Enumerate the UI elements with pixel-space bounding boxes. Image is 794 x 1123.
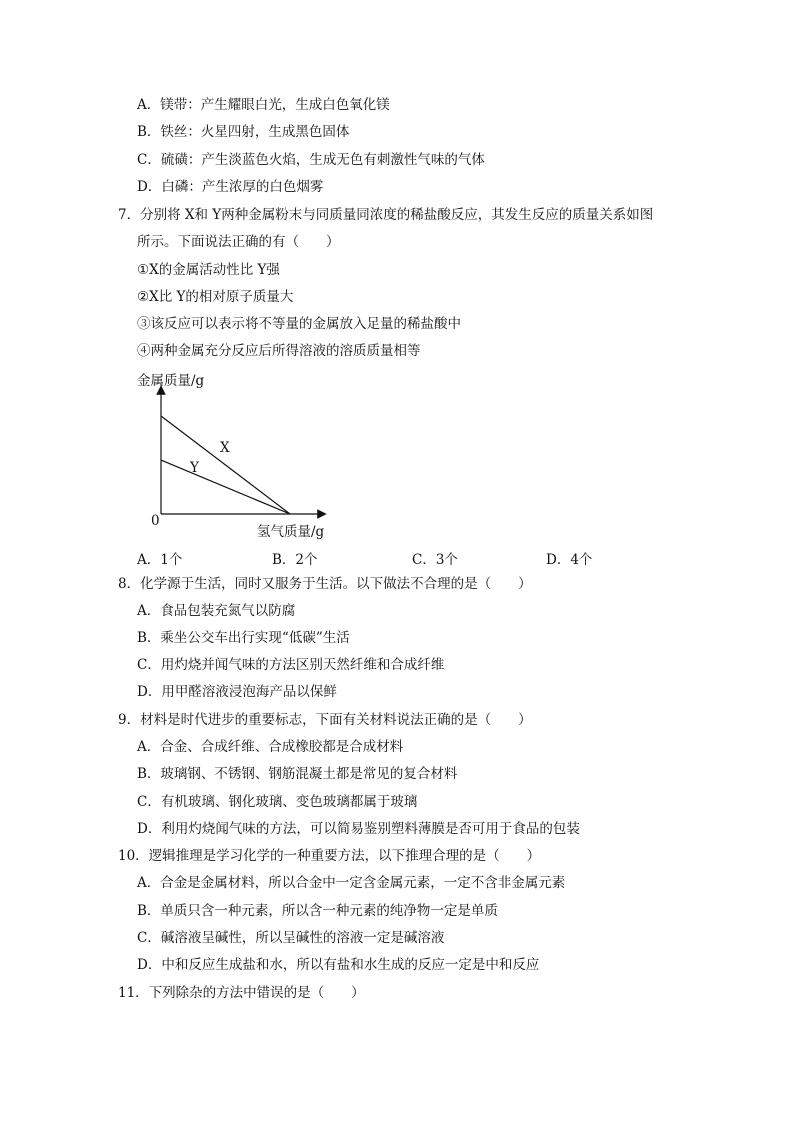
series-line-x [161,416,290,514]
q7-statement-3: ③该反应可以表示将不等量的金属放入足量的稀盐酸中 [137,316,461,332]
q6-option-b: B．铁丝：火星四射，生成黑色固体 [137,124,350,140]
q6-option-a: A．镁带：产生耀眼白光，生成白色氧化镁 [137,97,390,113]
q7-choice-a: A．1个 [137,552,183,568]
series-x-label: X [220,440,230,456]
q7-stem-line2: 所示。下面说法正确的有（ ） [137,234,340,250]
q9-option-d: D．利用灼烧闻气味的方法，可以简易鉴别塑料薄膜是否可用于食品的包装 [137,821,580,837]
q8-option-d: D．用甲醛溶液浸泡海产品以保鲜 [137,684,337,700]
chart-origin-label: 0 [151,513,160,529]
q10-option-a: A．合金是金属材料，所以合金中一定含金属元素，一定不含非金属元素 [137,875,566,891]
q10-option-b: B．单质只含一种元素，所以含一种元素的纯净物一定是单质 [137,903,498,919]
q8-option-c: C．用灼烧并闻气味的方法区别天然纤维和合成纤维 [137,657,445,673]
q11-stem: 11．下列除杂的方法中错误的是（ ） [118,985,365,1001]
chart-xlabel: 氢气质量/g [257,524,325,540]
q6-option-c: C．硫磺：产生淡蓝色火焰，生成无色有刺激性气味的气体 [137,152,485,168]
chart-ylabel: 金属质量/g [137,373,205,389]
q9-option-c: C．有机玻璃、钢化玻璃、变色玻璃都属于玻璃 [137,794,418,810]
q7-statement-4: ④两种金属充分反应后所得溶液的溶质质量相等 [137,343,421,359]
q7-statement-2: ②X比 Y的相对原子质量大 [137,289,294,305]
q8-stem: 8．化学源于生活，同时又服务于生活。以下做法不合理的是（ ） [118,576,532,592]
q9-option-a: A．合金、合成纤维、合成橡胶都是合成材料 [137,739,404,755]
series-line-y [161,460,290,514]
q10-option-c: C．碱溶液呈碱性，所以呈碱性的溶液一定是碱溶液 [137,930,445,946]
q7-choice-c: C．3个 [412,552,458,568]
q7-stem-line1: 7．分别将 X和 Y两种金属粉末与同质量同浓度的稀盐酸反应，其发生反应的质量关系如图 [118,207,654,223]
q9-option-b: B．玻璃钢、不锈钢、钢筋混凝土都是常见的复合材料 [137,766,458,782]
q9-stem: 9．材料是时代进步的重要标志，下面有关材料说法正确的是（ ） [118,712,532,728]
q10-stem: 10．逻辑推理是学习化学的一种重要方法，以下推理合理的是（ ） [118,848,541,864]
q7-statement-1: ①X的金属活动性比 Y强 [137,262,280,278]
series-y-label: Y [190,460,199,476]
q8-option-b: B．乘坐公交车出行实现“低碳”生活 [137,630,350,646]
q7-choice-b: B．2个 [272,552,318,568]
q7-choice-d: D．4个 [546,552,593,568]
q8-option-a: A．食品包装充氮气以防腐 [137,603,296,619]
q10-option-d: D．中和反应生成盐和水，所以有盐和水生成的反应一定是中和反应 [137,957,540,973]
q6-option-d: D．白磷：产生浓厚的白色烟雾 [137,179,324,195]
